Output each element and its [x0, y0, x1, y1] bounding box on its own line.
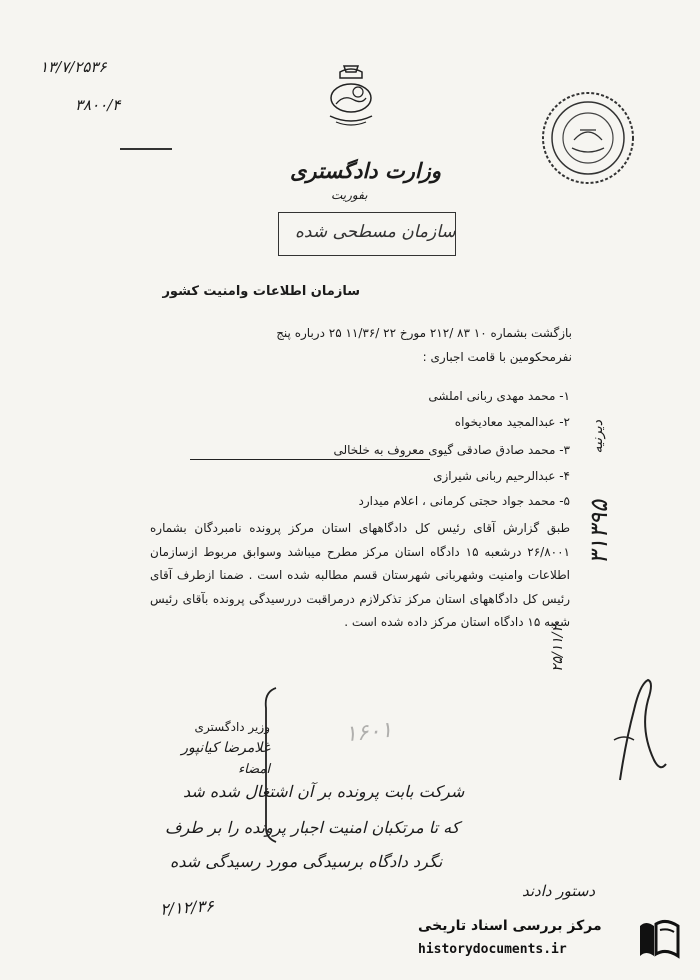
margin-signature-icon: [610, 670, 670, 790]
watermark-brand: مرکز بررسی اسناد تاریخی: [418, 918, 602, 934]
handwritten-right-note: دستور دادند: [522, 882, 596, 900]
reference-number: ۳۸۰۰/۴: [75, 96, 121, 114]
ministry-seal-icon: [540, 90, 636, 186]
name-underline: [190, 459, 430, 460]
handwritten-line-1: شرکت بابت پرونده بر آن اشتغال شده شد: [183, 782, 465, 801]
received-stamp-number: ۱۶۰۱: [343, 717, 394, 748]
margin-date: ۲۵/۱۱/۲: [550, 625, 566, 673]
lion-and-sun-emblem-icon: [322, 60, 380, 140]
margin-number: ۳۱۳۹۵: [585, 500, 613, 565]
convict-name-3: ۳- محمد صادق صادقی گیوی معروف به خلخالی: [333, 443, 570, 457]
signatory-name: غلامرضا کیانپور: [181, 740, 270, 756]
recipient: سازمان اطلاعات وامنیت کشور: [162, 284, 360, 299]
archive-logo-icon: [636, 916, 682, 962]
convict-name-5: ۵- محمد جواد حجتی کرمانی ، اعلام میدارد: [358, 494, 570, 508]
handwritten-line-3: نگرد دادگاه برسیدگی مورد رسیدگی شده: [170, 852, 443, 871]
convict-name-1: ۱- محمد مهدی ربانی املشی: [428, 389, 570, 403]
convict-name-2: ۲- عبدالمجید معادیخواه: [454, 415, 570, 429]
signed-note: امضاء: [238, 762, 270, 777]
handwritten-line-2: که تا مرتکبان امنیت اجبار پرونده را بر طرف: [165, 818, 460, 837]
convict-name-4: ۴- عبدالرحیم ربانی شیرازی: [433, 469, 570, 483]
signature-block: [110, 717, 270, 780]
intro-line-2: نفرمحکومین با قامت اجباری :: [422, 350, 572, 364]
letter-body: طبق گزارش آقای رئیس کل دادگاههای استان مرکز پرونده نامبردگان بشماره ۲۶/۸۰۰۱ درشعبه ۱۵ دادگاه استان مرکز مطرح میباشد وسوابق مربوط ازسازمان اطلاعات وامنیت وشهربانی شهرستان قسم مطالبه شده است . ضمنا ازطرف آقای رئیس کل دادگاههای استان مرکز تذکرلازم درمراقبت دررسیدگی پرونده بآقای رئیس شعبه ۱۵ دادگاه استان مرکز داده شده است .: [150, 521, 570, 629]
classification-stamp-text: سازمان مسطحی شده: [295, 222, 456, 242]
watermark-url[interactable]: historydocuments.ir: [418, 942, 567, 957]
ministry-title: وزارت دادگستری: [290, 158, 441, 183]
header-divider: [120, 148, 172, 150]
intro-line-1: بازگشت بشماره ۱۰ ۸۳ /۲۱۲ مورخ ۲۲ /۱۱/۳۶ ۲۵ درباره پنج: [276, 326, 572, 340]
margin-note: دیرنیه: [590, 420, 606, 454]
priority-label: بفوریت: [331, 188, 368, 202]
reference-date: ۱۳/۷/۲۵۳۶: [40, 58, 107, 76]
signatory-title: وزیر دادگستری: [194, 720, 270, 734]
handwritten-date: ۲/۱۲/۳۶: [159, 896, 215, 919]
